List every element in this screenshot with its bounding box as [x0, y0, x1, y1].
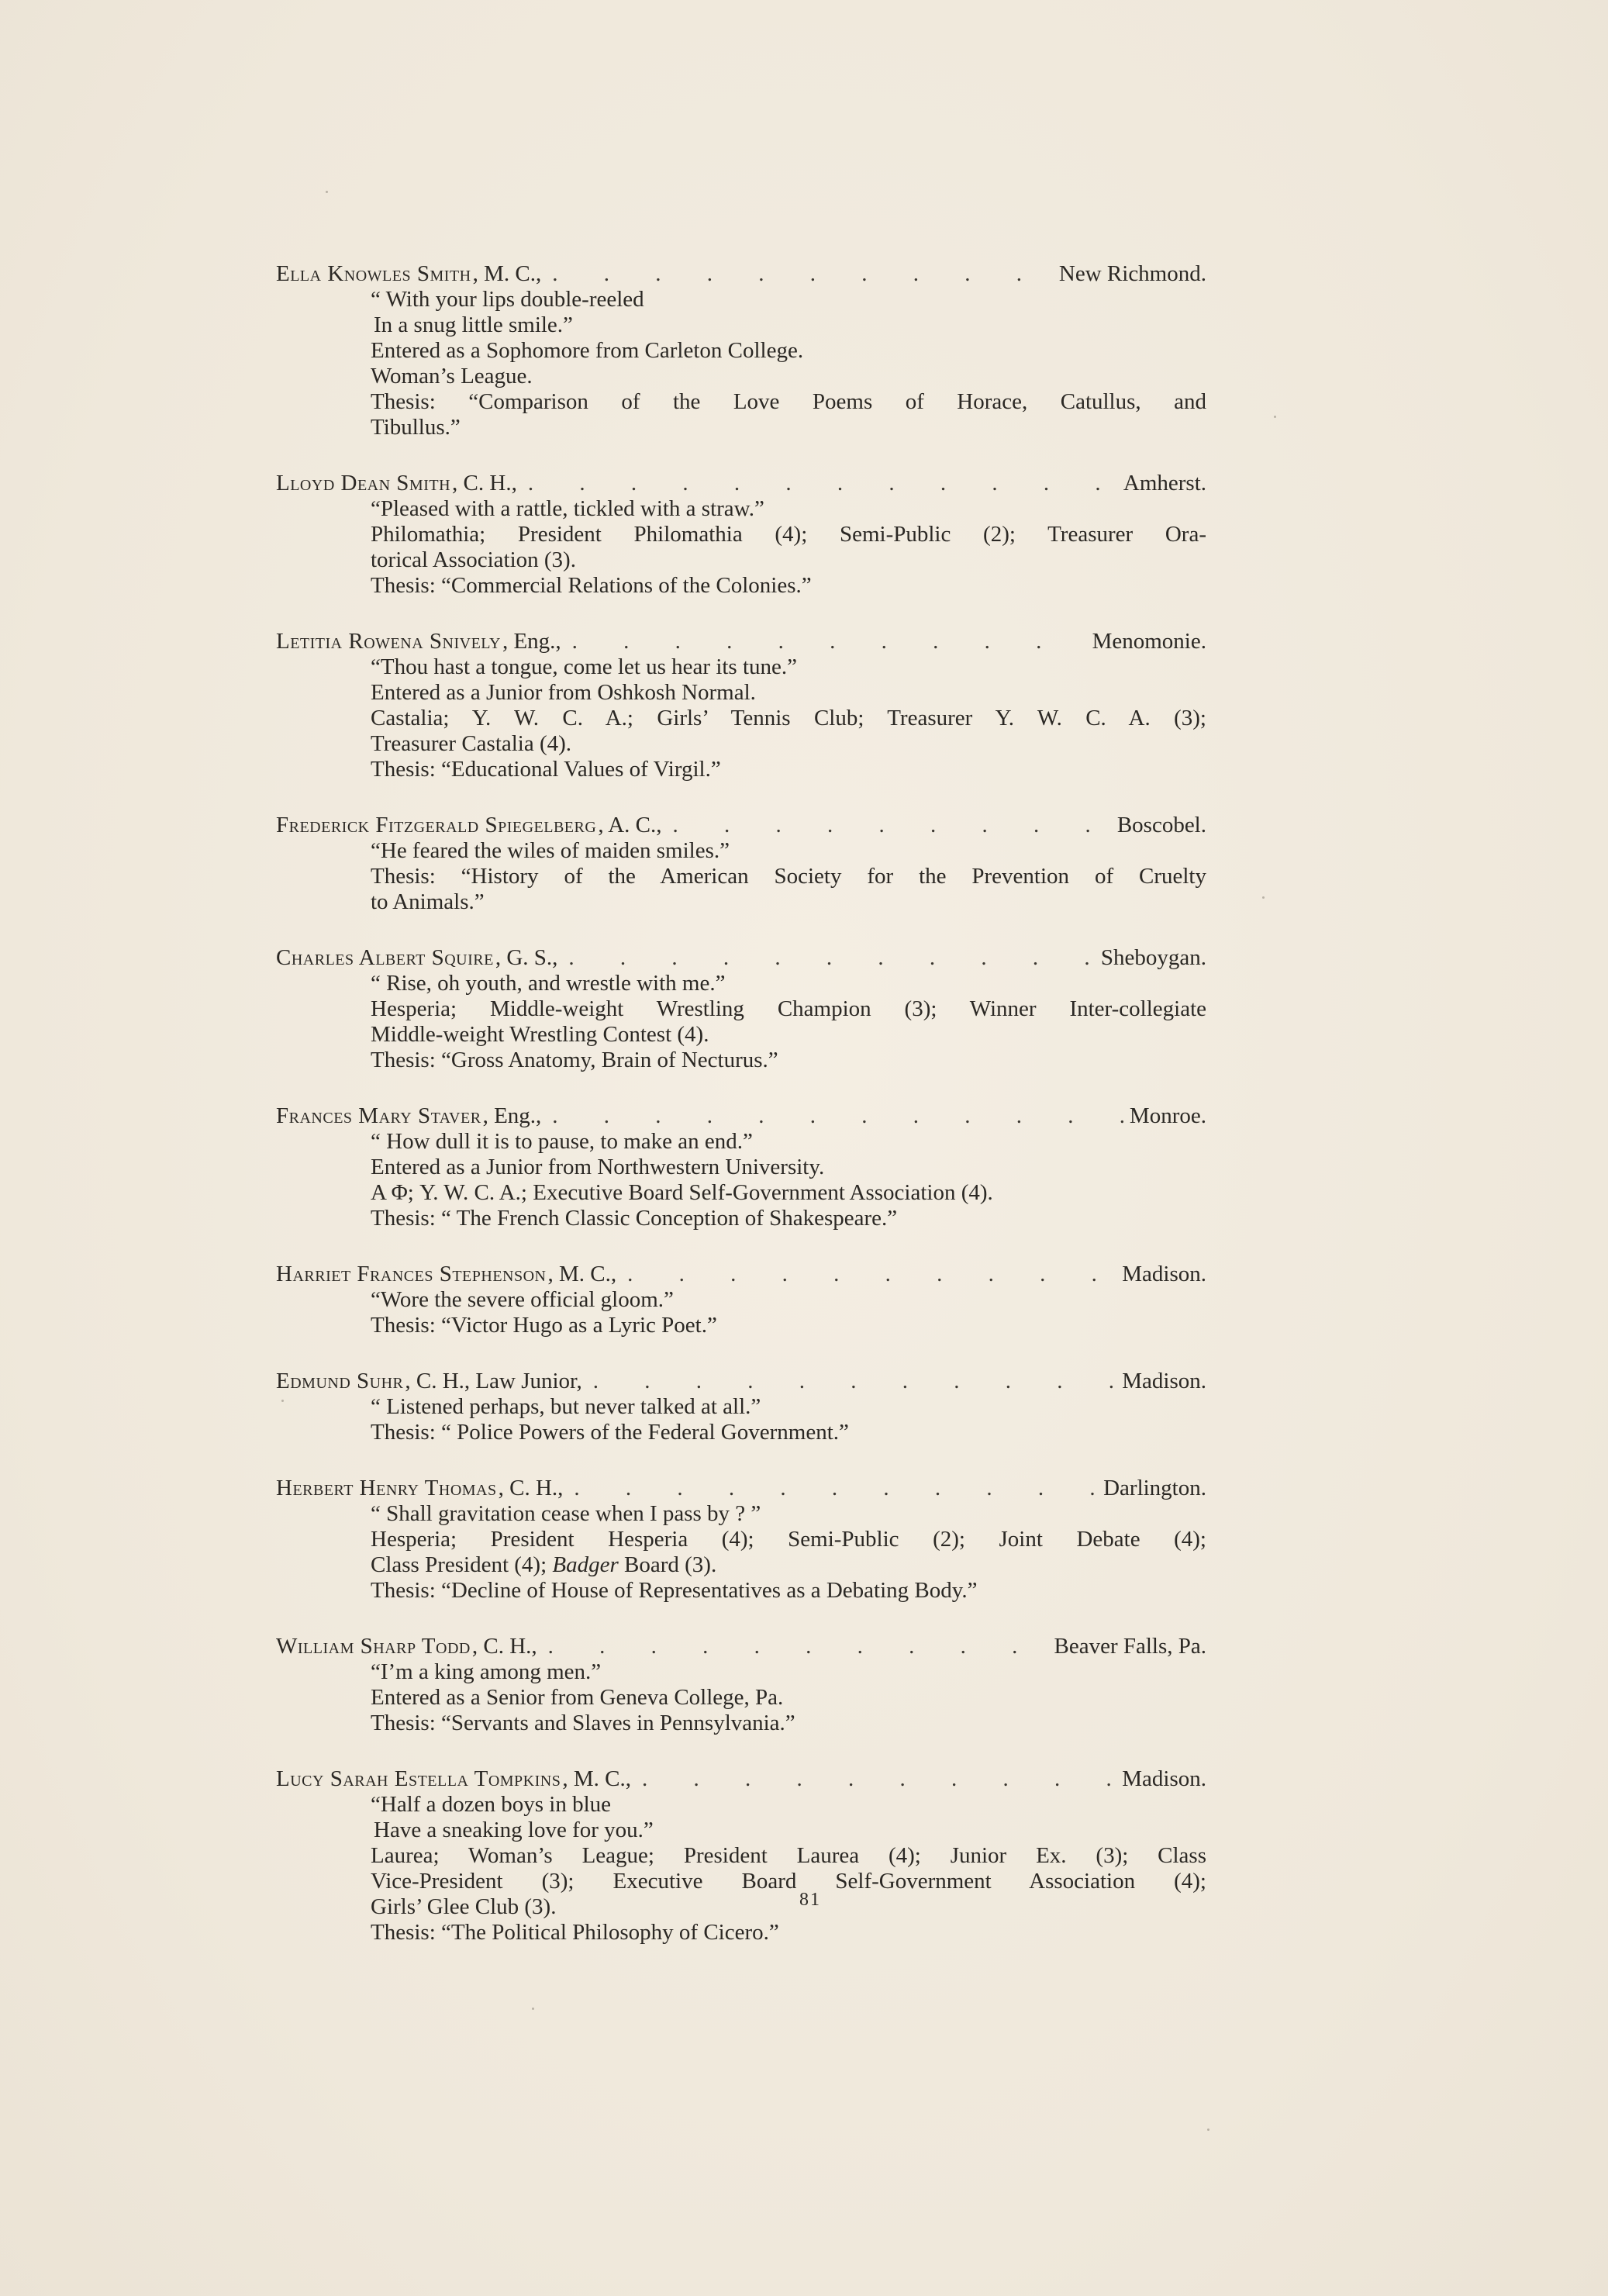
student-entry: [276, 470, 1206, 599]
thesis-line: Thesis: “Commercial Relations of the Colonies.”: [371, 573, 812, 598]
student-degree: , G. S.,: [495, 945, 558, 970]
dot-leader: [582, 1368, 1116, 1394]
entry-line: Entered as a Junior from Northwestern University.: [371, 1155, 825, 1179]
student-entry: [276, 1261, 1206, 1338]
student-entry: [276, 628, 1206, 782]
entry-heading: [276, 470, 1206, 496]
quote-line: “ Shall gravitation cease when I pass by ? ”: [371, 1501, 761, 1526]
entry-body: [276, 654, 1206, 782]
quote-line: “He feared the wiles of maiden smiles.”: [371, 838, 730, 863]
thesis-line: Thesis: “Decline of House of Representatives as a Debating Body.”: [371, 1578, 978, 1603]
quote-line: “ Rise, oh youth, and wrestle with me.”: [371, 971, 726, 996]
entry-line: Girls’ Glee Club (3).: [371, 1894, 557, 1919]
entry-line: Hesperia; President Hesperia (4); Semi-Public (2); Joint Debate (4);: [371, 1527, 1206, 1552]
hometown: Beaver Falls, Pa.: [1054, 1634, 1206, 1659]
dot-leader: [561, 628, 1086, 654]
entry-heading: [276, 944, 1206, 971]
student-name: Charles Albert Squire: [276, 945, 494, 970]
student-degree: , M. C.,: [472, 261, 542, 286]
entry-line: Entered as a Senior from Geneva College, Pa.: [371, 1685, 784, 1710]
thesis-line: Thesis: “Victor Hugo as a Lyric Poet.”: [371, 1313, 717, 1338]
entry-body: [276, 287, 1206, 440]
thesis-line: to Animals.”: [371, 889, 485, 914]
student-name: Frederick Fitzgerald Spiegelberg: [276, 813, 597, 837]
entry-heading: [276, 1475, 1206, 1501]
student-entry: [276, 1633, 1206, 1736]
entry-line: Entered as a Sophomore from Carleton College.: [371, 338, 804, 363]
entry-line: torical Association (3).: [371, 547, 576, 572]
hometown: Monroe.: [1129, 1103, 1206, 1128]
quote-line: “ With your lips double-reeled: [371, 287, 644, 312]
student-entry: [276, 1766, 1206, 1946]
dot-leader: [541, 261, 1053, 287]
dot-leader: [557, 944, 1094, 971]
entry-line: Entered as a Junior from Oshkosh Normal.: [371, 680, 756, 705]
entry-heading: [276, 1368, 1206, 1394]
entry-body: [276, 838, 1206, 915]
entry-line: Treasurer Castalia (4).: [371, 731, 572, 756]
publication-title: Badger: [552, 1552, 619, 1577]
quote-line: “ Listened perhaps, but never talked at all.”: [371, 1394, 761, 1419]
student-name: Edmund Suhr: [276, 1369, 404, 1393]
entry-line: Laurea; Woman’s League; President Laurea (4); Junior Ex. (3); Class: [371, 1843, 1206, 1868]
thesis-line: Thesis: “Gross Anatomy, Brain of Necturus.”: [371, 1048, 778, 1072]
student-name: Frances Mary Staver: [276, 1103, 481, 1128]
student-degree: , A. C.,: [598, 813, 662, 837]
student-name: Harriet Frances Stephenson: [276, 1262, 547, 1286]
thesis-line: Thesis: “Educational Values of Virgil.”: [371, 757, 721, 782]
dot-leader: [662, 812, 1111, 838]
student-name: Letitia Rowena Snively: [276, 629, 501, 654]
student-degree: , Eng.,: [502, 629, 561, 654]
student-entry: [276, 261, 1206, 440]
student-degree: , C. H.,: [498, 1476, 564, 1500]
hometown: Madison.: [1122, 1766, 1206, 1791]
student-degree: , C. H.,: [452, 471, 517, 495]
quote-line: “ How dull it is to pause, to make an end.”: [371, 1129, 753, 1154]
student-entry: [276, 1475, 1206, 1604]
thesis-line: Thesis: “History of the American Society for the Prevention of Cruelty: [371, 864, 1206, 889]
student-list: [276, 261, 1206, 1975]
student-name: Herbert Henry Thomas: [276, 1476, 497, 1500]
dot-leader: [537, 1633, 1048, 1659]
dot-leader: [541, 1103, 1123, 1129]
entry-body: [276, 1501, 1206, 1604]
page-number: 81: [799, 1890, 821, 1910]
student-entry: [276, 944, 1206, 1073]
entry-line: Class President (4); Badger Board (3).: [371, 1552, 717, 1577]
quote-line: Have a sneaking love for you.”: [374, 1818, 654, 1842]
student-name: Lloyd Dean Smith: [276, 471, 451, 495]
entry-heading: [276, 1633, 1206, 1659]
thesis-line: Thesis: “ The French Classic Conception of Shakespeare.”: [371, 1206, 898, 1231]
entry-line: Middle-weight Wrestling Contest (4).: [371, 1022, 709, 1047]
hometown: Madison.: [1122, 1262, 1206, 1286]
quote-line: In a snug little smile.”: [374, 312, 573, 337]
quote-line: “Half a dozen boys in blue: [371, 1792, 612, 1817]
entry-line: Hesperia; Middle-weight Wrestling Champion (3); Winner Inter-collegiate: [371, 996, 1206, 1021]
thesis-line: Thesis: “Servants and Slaves in Pennsylvania.”: [371, 1711, 795, 1735]
hometown: Menomonie.: [1092, 629, 1206, 654]
entry-heading: [276, 1766, 1206, 1792]
thesis-line: Tibullus.”: [371, 415, 461, 440]
entry-heading: [276, 1261, 1206, 1287]
student-entry: [276, 812, 1206, 915]
student-name: Ella Knowles Smith: [276, 261, 471, 286]
student-degree: , C. H.,: [471, 1634, 537, 1659]
quote-line: “I’m a king among men.”: [371, 1659, 602, 1684]
entry-line: Vice-President (3); Executive Board Self-Government Association (4);: [371, 1869, 1206, 1894]
hometown: Amherst.: [1123, 471, 1206, 495]
quote-line: “Thou hast a tongue, come let us hear its tune.”: [371, 654, 798, 679]
dot-leader: [631, 1766, 1116, 1792]
hometown: New Richmond.: [1058, 261, 1206, 286]
entry-line: Philomathia; President Philomathia (4); Semi-Public (2); Treasurer Ora-: [371, 522, 1206, 547]
hometown: Sheboygan.: [1100, 945, 1206, 970]
hometown: Madison.: [1122, 1369, 1206, 1393]
student-name: William Sharp Todd: [276, 1634, 471, 1659]
student-entry: [276, 1368, 1206, 1445]
dot-leader: [616, 1261, 1116, 1287]
thesis-line: Thesis: “ Police Powers of the Federal Government.”: [371, 1420, 849, 1445]
entry-heading: [276, 628, 1206, 654]
student-degree: , M. C.,: [562, 1766, 631, 1791]
entry-body: [276, 1287, 1206, 1338]
student-degree: , C. H., Law Junior,: [405, 1369, 582, 1393]
entry-line: Α Φ; Y. W. C. A.; Executive Board Self-Government Association (4).: [371, 1180, 993, 1205]
student-name: Lucy Sarah Estella Tompkins: [276, 1766, 561, 1791]
thesis-line: Thesis: “The Political Philosophy of Cicero.”: [371, 1920, 779, 1945]
entry-body: [276, 1394, 1206, 1445]
entry-heading: [276, 812, 1206, 838]
entry-body: [276, 1659, 1206, 1736]
thesis-line: Thesis: “Comparison of the Love Poems of Horace, Catullus, and: [371, 389, 1206, 414]
student-entry: [276, 1103, 1206, 1231]
hometown: Boscobel.: [1116, 813, 1206, 837]
quote-line: “Wore the severe official gloom.”: [371, 1287, 674, 1312]
entry-line: Castalia; Y. W. C. A.; Girls’ Tennis Club; Treasurer Y. W. C. A. (3);: [371, 706, 1206, 730]
entry-line: Woman’s League.: [371, 364, 533, 388]
student-degree: , Eng.,: [482, 1103, 542, 1128]
entry-body: [276, 1792, 1206, 1946]
entry-body: [276, 1129, 1206, 1231]
dot-leader: [517, 470, 1117, 496]
entry-heading: [276, 261, 1206, 287]
dot-leader: [563, 1475, 1097, 1501]
entry-body: [276, 971, 1206, 1073]
student-degree: , M. C.,: [547, 1262, 617, 1286]
entry-body: [276, 496, 1206, 599]
quote-line: “Pleased with a rattle, tickled with a straw.”: [371, 496, 764, 521]
hometown: Darlington.: [1103, 1476, 1206, 1500]
entry-heading: [276, 1103, 1206, 1129]
